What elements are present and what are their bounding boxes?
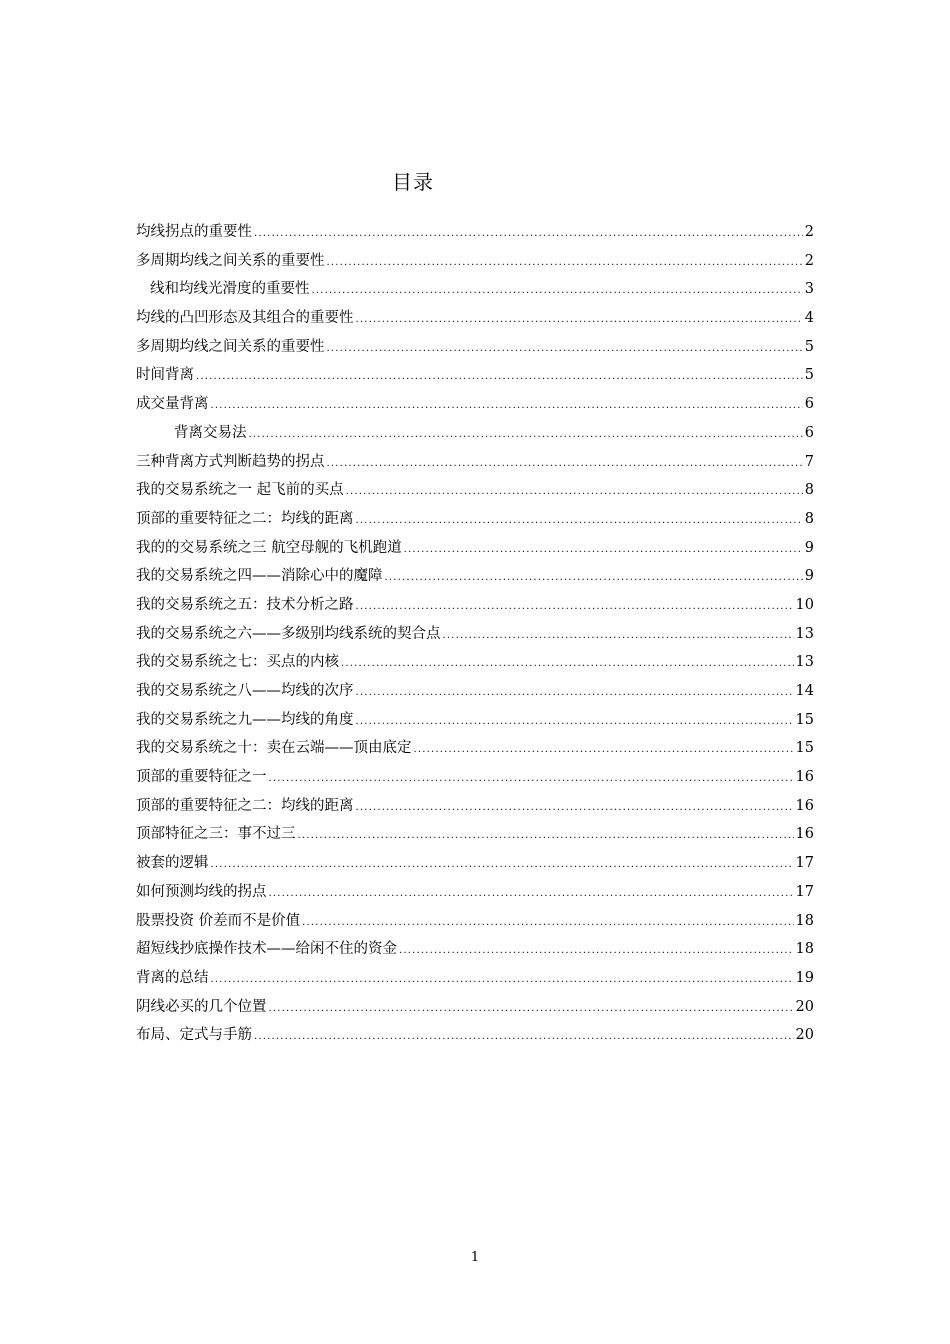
toc-entry[interactable]	[136, 591, 814, 620]
toc-entry-label: 顶部的重要特征之一	[136, 769, 267, 786]
toc-entry-page: 9	[804, 568, 814, 585]
toc-entry[interactable]	[136, 476, 814, 505]
toc-entry-label: 多周期均线之间关系的重要性	[136, 252, 325, 269]
toc-entry[interactable]	[136, 792, 814, 821]
page-number: 1	[470, 1250, 480, 1265]
dot-leader	[211, 851, 794, 880]
toc-entry-label: 我的交易系统之十：卖在云端——顶由底定	[136, 740, 412, 757]
dot-leader	[298, 822, 794, 851]
toc-entry-page: 5	[804, 367, 814, 384]
toc-entry-label: 我的交易系统之七：买点的内核	[136, 654, 339, 671]
toc-entry-page: 14	[795, 683, 814, 699]
toc-entry-label: 我的交易系统之八——均线的次序	[136, 683, 354, 699]
toc-entry[interactable]	[136, 534, 814, 563]
dot-leader	[356, 507, 803, 536]
dot-leader	[327, 450, 803, 479]
toc-entry-page: 2	[804, 252, 814, 269]
dot-leader	[356, 593, 794, 622]
dot-leader	[269, 765, 794, 794]
dot-leader	[327, 249, 803, 278]
toc-entry[interactable]	[136, 964, 814, 993]
toc-entry-page: 3	[804, 281, 814, 298]
toc-entry-label: 时间背离	[136, 367, 194, 384]
toc-entry[interactable]	[136, 763, 814, 792]
dot-leader	[346, 478, 803, 507]
dot-leader	[302, 909, 793, 938]
toc-list	[136, 218, 814, 1050]
toc-entry-label: 阴线必买的几个位置	[136, 998, 267, 1015]
toc-entry-page: 17	[795, 855, 814, 872]
toc-entry-page: 4	[804, 310, 814, 327]
toc-entry-label: 多周期均线之间关系的重要性	[136, 338, 325, 355]
toc-entry-page: 7	[804, 453, 814, 470]
dot-leader	[254, 1023, 794, 1052]
dot-leader	[404, 536, 803, 565]
dot-leader	[443, 622, 794, 651]
toc-entry[interactable]	[136, 648, 814, 677]
toc-entry-page: 2	[804, 224, 814, 240]
dot-leader	[356, 679, 794, 708]
dot-leader	[211, 392, 803, 421]
toc-entry-label: 均线拐点的重要性	[136, 224, 252, 240]
toc-entry-label: 顶部的重要特征之二：均线的距离	[136, 797, 354, 814]
toc-entry[interactable]	[136, 390, 814, 419]
toc-entry-label: 被套的逻辑	[136, 855, 209, 872]
dot-leader	[269, 880, 794, 909]
toc-entry-label: 我的交易系统之一 起飞前的买点	[136, 482, 344, 499]
toc-entry[interactable]	[136, 993, 814, 1022]
toc-entry[interactable]	[136, 562, 814, 591]
toc-entry-label: 股票投资 价差而不是价值	[136, 912, 301, 929]
toc-entry[interactable]	[136, 419, 814, 448]
toc-entry[interactable]	[136, 304, 814, 333]
toc-entry-label: 我的的交易系统之三 航空母舰的飞机跑道	[136, 539, 402, 556]
toc-entry-label: 顶部特征之三：事不过三	[136, 826, 296, 843]
dot-leader	[249, 421, 803, 450]
toc-entry-page: 20	[795, 998, 814, 1015]
toc-entry-label: 均线的凸凹形态及其组合的重要性	[136, 310, 354, 327]
toc-entry-label: 顶部的重要特征之二：均线的距离	[136, 510, 354, 527]
toc-entry-page: 15	[795, 711, 814, 728]
toc-entry[interactable]	[136, 677, 814, 706]
dot-leader	[356, 794, 794, 823]
dot-leader	[356, 708, 794, 737]
dot-leader	[196, 363, 803, 392]
toc-entry-label: 背离的总结	[136, 969, 209, 986]
toc-entry-label: 布局、定式与手筋	[136, 1027, 252, 1044]
toc-entry[interactable]	[136, 734, 814, 763]
toc-entry-page: 6	[804, 396, 814, 413]
dot-leader	[399, 937, 794, 966]
toc-entry-label: 如何预测均线的拐点	[136, 883, 267, 900]
toc-entry-label: 我的交易系统之六——多级别均线系统的契合点	[136, 625, 441, 642]
toc-entry-page: 13	[795, 654, 814, 671]
toc-entry-label: 我的交易系统之九——均线的角度	[136, 711, 354, 728]
toc-entry-label: 背离交易法	[174, 424, 247, 441]
toc-entry-page: 18	[795, 912, 814, 929]
toc-entry[interactable]	[136, 620, 814, 649]
dot-leader	[211, 966, 794, 995]
toc-entry-page: 16	[795, 769, 814, 786]
toc-entry[interactable]	[136, 907, 814, 936]
toc-entry[interactable]	[136, 361, 814, 390]
dot-leader	[312, 277, 803, 306]
toc-entry-page: 20	[795, 1027, 814, 1044]
toc-entry-page: 16	[795, 797, 814, 814]
toc-entry-page: 8	[804, 510, 814, 527]
toc-entry[interactable]	[136, 849, 814, 878]
toc-entry[interactable]	[136, 706, 814, 735]
toc-entry-label: 线和均线光滑度的重要性	[150, 281, 310, 298]
dot-leader	[356, 306, 803, 335]
toc-entry[interactable]	[136, 878, 814, 907]
toc-entry-label: 超短线抄底操作技术——给闲不住的资金	[136, 941, 397, 958]
toc-entry[interactable]	[136, 935, 814, 964]
toc-entry[interactable]	[136, 448, 814, 477]
toc-entry-page: 17	[795, 883, 814, 900]
toc-entry-label: 我的交易系统之四——消除心中的魔障	[136, 568, 383, 585]
toc-title: 目录	[392, 170, 434, 194]
toc-entry-label: 成交量背离	[136, 396, 209, 413]
toc-entry-page: 19	[795, 969, 814, 986]
toc-entry[interactable]	[136, 247, 814, 276]
toc-entry[interactable]	[136, 505, 814, 534]
toc-entry[interactable]	[136, 218, 814, 247]
toc-entry-page: 6	[804, 424, 814, 441]
dot-leader	[385, 564, 803, 593]
dot-leader	[327, 335, 803, 364]
toc-entry-page: 8	[804, 482, 814, 499]
dot-leader	[341, 650, 794, 679]
toc-entry-page: 15	[795, 740, 814, 757]
toc-entry-page: 16	[795, 826, 814, 843]
dot-leader	[269, 995, 794, 1024]
toc-entry-label: 我的交易系统之五：技术分析之路	[136, 596, 354, 613]
dot-leader	[254, 220, 803, 249]
toc-entry-label: 三种背离方式判断趋势的拐点	[136, 453, 325, 470]
toc-entry[interactable]	[136, 820, 814, 849]
toc-entry[interactable]	[136, 1021, 814, 1050]
toc-entry[interactable]	[136, 333, 814, 362]
dot-leader	[414, 736, 794, 765]
toc-entry-page: 5	[804, 338, 814, 355]
toc-entry-page: 9	[804, 539, 814, 556]
toc-entry-page: 18	[795, 941, 814, 958]
toc-entry[interactable]	[136, 275, 814, 304]
toc-entry-page: 10	[795, 596, 814, 613]
toc-entry-page: 13	[795, 625, 814, 642]
